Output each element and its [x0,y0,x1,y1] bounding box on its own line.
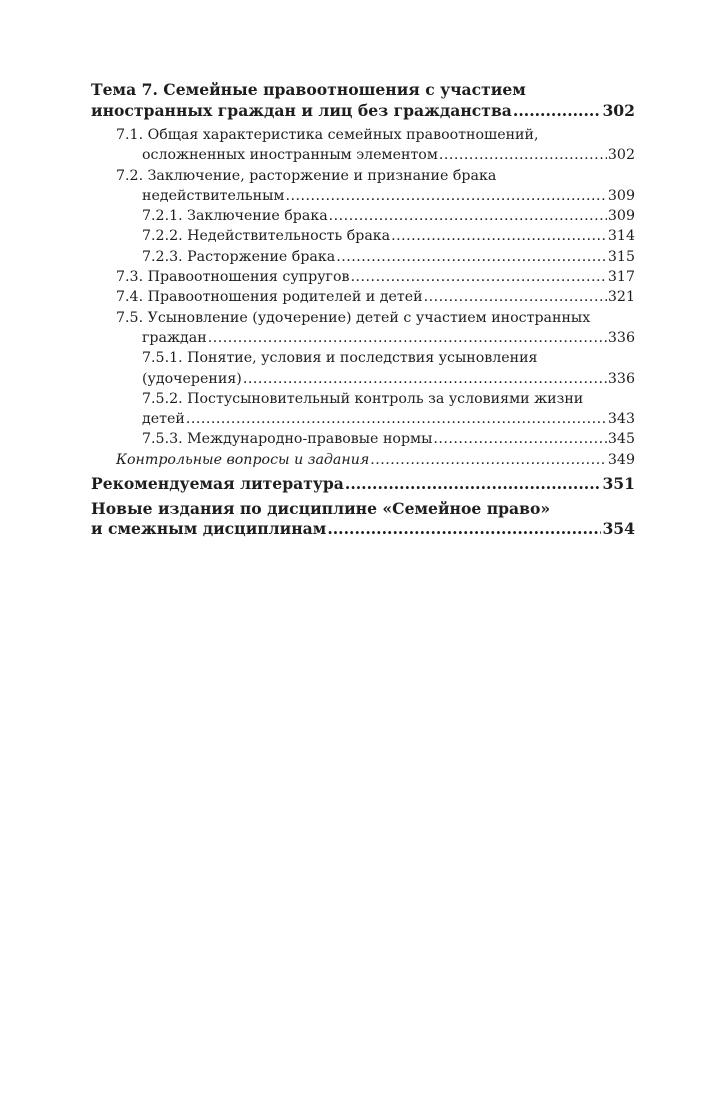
toc-entry-title: 7.5.3. Международно-правовые нормы [142,431,433,448]
leader-dots [329,206,607,226]
toc-page-number: 315 [607,248,635,265]
toc-page-number: 302 [602,100,635,120]
toc-page-number: 354 [602,519,635,539]
toc-page-number: 302 [607,147,635,164]
toc-entry-title-line1: 7.5. Усыновление (удочерение) детей с участием иностранных [116,309,591,326]
leader-dots [424,287,607,307]
toc-page-number: 351 [602,474,635,494]
toc-entry-title: 7.2.1. Заключение брака [142,208,328,225]
toc-entry-title: Рекомендуемая литература [91,474,344,494]
toc-entry-7-4[interactable] [91,287,635,307]
toc-entry-title-line2: детей [142,411,185,428]
toc-entry-title-line2: осложненных иностранным элементом [142,147,438,164]
toc-entry-title-line1: 7.5.1. Понятие, условия и последствия усыновления [142,350,538,367]
toc-entry-7-2-3[interactable] [91,247,635,267]
toc-entry-title-line1: 7.1. Общая характеристика семейных правоотношений, [116,127,539,143]
toc-entry-title-line1: Новые издания по дисциплине «Семейное право» [91,498,551,518]
leader-dots [433,429,607,449]
leader-dots [513,101,602,122]
toc-page-number: 349 [607,451,635,468]
toc-entry-title-line2: недействительным [142,187,285,204]
toc-entry-7-2-1[interactable] [91,206,635,226]
leader-dots [439,145,607,165]
toc-entry-new-editions[interactable] [91,499,635,540]
toc-page-number: 317 [607,269,635,286]
toc-page-number: 336 [607,370,635,387]
toc-page-number: 321 [607,289,635,306]
leader-dots [351,267,607,287]
toc-entry-title: 7.3. Правоотношения супругов [116,269,350,286]
leader-dots [186,409,607,429]
toc-entry-7-5[interactable] [91,308,635,349]
toc-entry-title-line1: 7.2. Заключение, расторжение и признание брака [116,167,497,184]
toc-page-number: 309 [607,208,635,225]
toc-entry-title-line2: и смежным дисциплинам [91,519,327,539]
toc-entry-title: Контрольные вопросы и задания [116,451,370,468]
leader-dots [208,328,607,348]
toc-entry-title-line1: Тема 7. Семейные правоотношения с участием [91,80,526,99]
toc-page-number: 343 [607,411,635,428]
toc-page-number: 314 [607,228,635,245]
toc-entry-title-line2: иностранных граждан и лиц без гражданства [91,100,512,120]
leader-dots [327,519,601,540]
leader-dots [345,474,602,495]
toc-entry-7-1[interactable] [91,125,635,166]
toc-entry-title: 7.2.2. Недействительность брака [142,228,391,245]
toc-entry-title-line1: 7.5.2. Постусыновительный контроль за условиями жизни [142,390,584,407]
toc-entry-control-questions[interactable] [91,450,635,470]
table-of-contents [91,80,635,540]
toc-entry-title-line2: (удочерения) [142,370,242,387]
toc-entry-7-2-2[interactable] [91,226,635,246]
toc-entry-title-line2: граждан [142,329,207,346]
leader-dots [391,226,607,246]
toc-page-number: 309 [607,187,635,204]
toc-entry-7-5-2[interactable] [91,389,635,430]
toc-entry-title: 7.2.3. Расторжение брака [142,248,336,265]
leader-dots [336,247,607,267]
toc-entry-7-5-3[interactable] [91,429,635,449]
leader-dots [370,450,607,470]
leader-dots [285,186,606,206]
leader-dots [243,369,607,389]
toc-entry-title: 7.4. Правоотношения родителей и детей [116,289,423,306]
toc-page-number: 345 [607,431,635,448]
toc-entry-literature[interactable] [91,474,635,495]
toc-entry-topic-7[interactable] [91,80,635,121]
toc-entry-7-2[interactable] [91,166,635,207]
toc-entry-7-5-1[interactable] [91,348,635,389]
toc-entry-7-3[interactable] [91,267,635,287]
toc-page-number: 336 [607,329,635,346]
